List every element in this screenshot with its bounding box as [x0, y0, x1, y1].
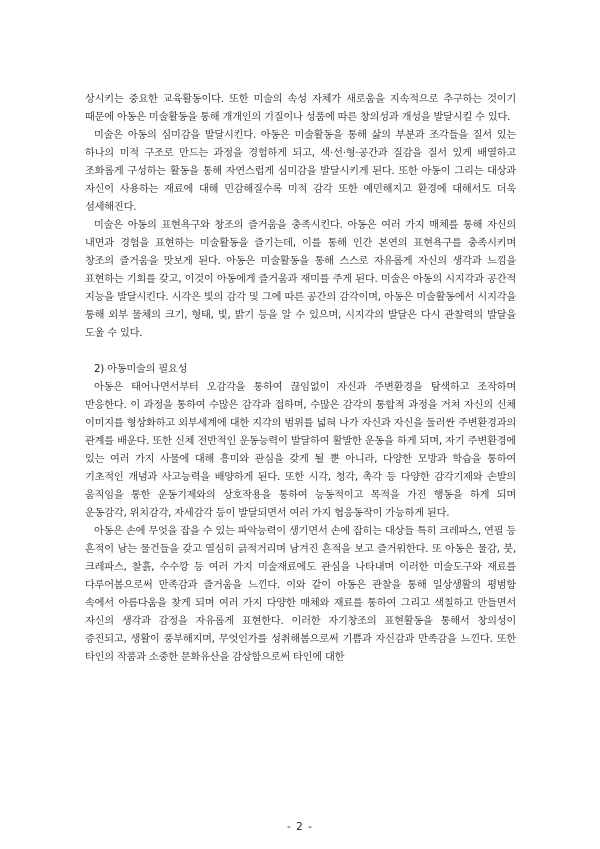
paragraph-grasping: 아동은 손에 무엇을 잡을 수 있는 파악능력이 생기면서 손에 잡히는 대상들 특히 크레파스, 연필 등 흔적이 남는 물건들을 갖고 열심히 긁적거리며 남겨진 흔적을 보고 즐거워한다. 또 아동은 물감, 붓, 크레파스, 찰흙, 수수깡 등 여러 가지 미술재료에도 관심을 나타내며 이러한 미술도구와 재료를 다루어봄으로써 만족감과 즐거움을 느낀다. 이와 같이 아동은 관찰을 통해 일상생활의 평범함 속에서 아름다움을 찾게 되며 여러 가지 다양한 매체와 재료를 통하여 그리고 색칠하고 만들면서 자신의 생각과 감정을 자유롭게 표현한다. 이러한 자기창조의 표현활동을 통해서 창의성이 증진되고, 생활이 풍부해지며, 무엇인가를 성취해봄으로써 기쁨과 자신감과 만족감을 느낀다. 또한 타인의 작품과 소중한 문화유산을 감상함으로써 타인에 대한	[85, 526, 516, 663]
document-body	[85, 91, 516, 667]
paragraph-aesthetic: 미술은 아동의 심미감을 발달시킨다. 아동은 미술활동을 통해 삶의 부분과 조각들을 질서 있는 하나의 미적 구조로 만드는 과정을 경험하게 되고, 색·선·형·공간과 질감을 질서 있게 배열하고 조화롭게 구성하는 활동을 통해 자연스럽게 심미감을 발달시키게 된다. 또한 아동이 그리는 대상과 자신이 사용하는 재료에 대해 민감해질수록 미적 감각 또한 예민해지고 환경에 대해서도 더욱 섬세해진다.	[85, 130, 516, 213]
paragraph-expression: 미술은 아동의 표현욕구와 창조의 즐거움을 충족시킨다. 아동은 여러 가지 매체를 통해 자신의 내면과 경험을 표현하는 미술활동을 즐기는데, 이를 통해 인간 본연의 표현욕구를 충족시키며 창조의 즐거움을 맛보게 된다. 아동은 미술활동을 통해 스스로 자유롭게 자신의 생각과 느낌을 표현하는 기회를 갖고, 이것이 아동에게 즐거움과 재미를 주게 된다. 미술은 아동의 시지각과 공간적 지능을 발달시킨다. 시각은 빛의 감각 및 그에 따른 공간의 감각이며, 아동은 미술활동에서 시지각을 통해 외부 물체의 크기, 형태, 빛, 밝기 등을 알 수 있으며, 시지각의 발달은 다시 관찰력의 발달을 도울 수 있다.	[85, 220, 516, 339]
paragraph-continuation: 상시키는 중요한 교육활동이다. 또한 미술의 속성 자체가 새로움을 지속적으로 추구하는 것이기 때문에 아동은 미술활동을 통해 개개인의 기질이나 성품에 따른 창의성과 개성을 발달시킬 수 있다.	[85, 94, 516, 123]
section-heading: 2) 아동미술의 필요성	[94, 364, 188, 375]
paragraph-senses: 아동은 태어나면서부터 오감각을 통하여 끊임없이 자신과 주변환경을 탐색하고 조작하며 반응한다. 이 과정을 통하여 수많은 감각과 접하며, 수많은 감각의 통합적 과정을 거쳐 자신의 신체 이미지를 형상화하고 외부세계에 대한 지각의 범위를 넓혀 나가 자신과 자신을 둘러싼 주변환경과의 관계를 배운다. 또한 신체 전반적인 운동능력이 발달하여 활발한 운동을 하게 되며, 자기 주변환경에 있는 여러 가지 사물에 대해 흥미와 관심을 갖게 될 뿐 아니라, 다양한 모방과 학습을 통하여 기초적인 개념과 사고능력을 배양하게 된다. 또한 시각, 청각, 촉각 등 다양한 감각기제와 손발의 움직임을 통한 운동기제와의 상호작용을 통하여 능동적이고 목적을 가진 행동을 하게 되며 운동감각, 위치감각, 자세감각 등이 발달되면서 여러 가지 협응동작이 가능하게 된다.	[85, 382, 516, 519]
page-number: - 2 -	[287, 821, 313, 833]
